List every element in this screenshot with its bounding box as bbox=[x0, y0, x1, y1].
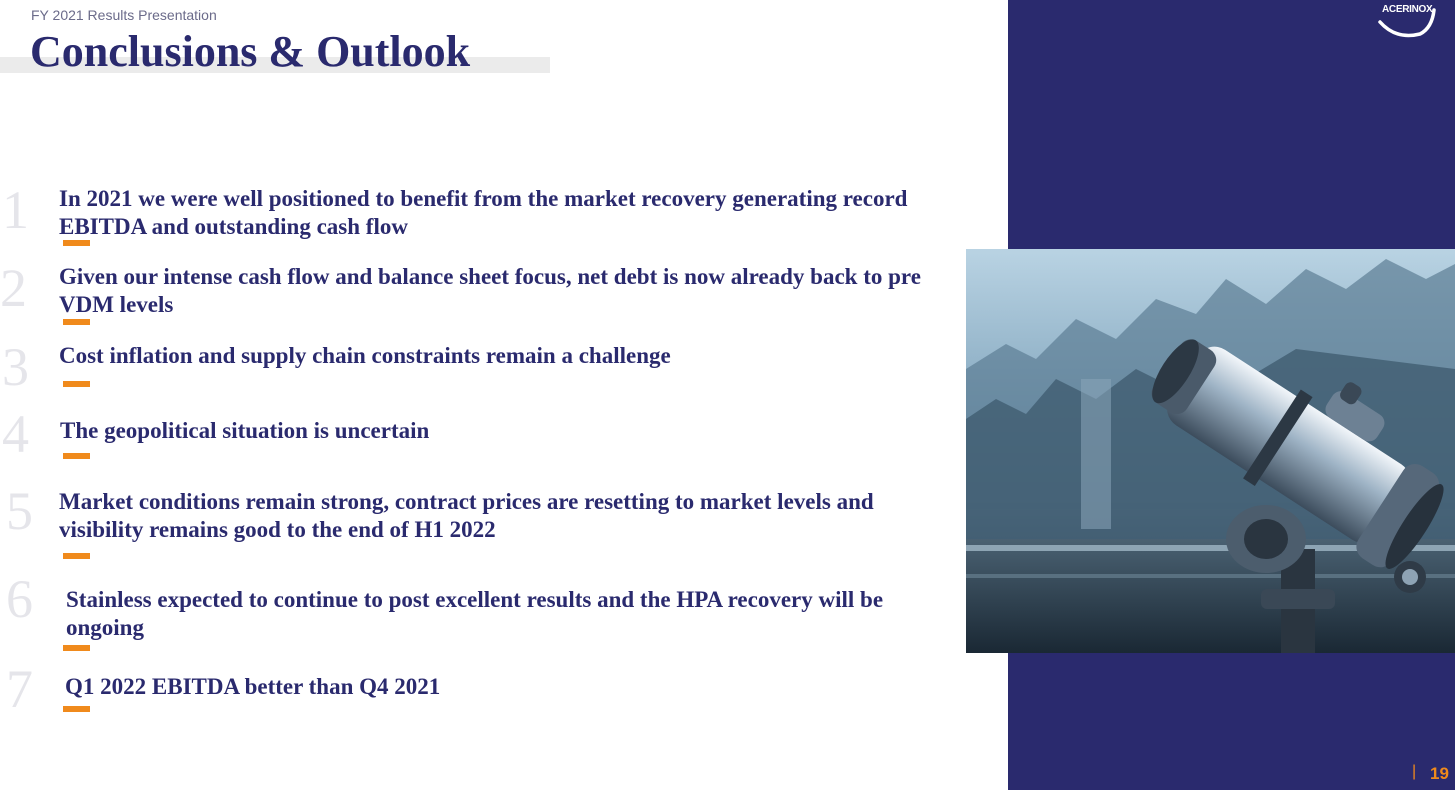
point-number: 6 bbox=[6, 569, 33, 629]
point-number: 3 bbox=[2, 337, 29, 397]
point-text: In 2021 we were well positioned to benefit from the market recovery generating record EBITDA and outstanding cash flow bbox=[59, 186, 908, 239]
point-text: Cost inflation and supply chain constraints remain a challenge bbox=[59, 343, 671, 368]
point-number: 4 bbox=[2, 404, 29, 464]
point-text: Given our intense cash flow and balance sheet focus, net debt is now already back to pre VDM levels bbox=[59, 264, 921, 317]
point-accent-dash bbox=[63, 706, 90, 712]
point-accent-dash bbox=[63, 553, 90, 559]
point-text: Market conditions remain strong, contract prices are resetting to market levels and visibility remains good to the end of H1 2022 bbox=[59, 489, 874, 542]
point-number: 7 bbox=[6, 659, 33, 719]
telescope-icon bbox=[966, 249, 1455, 653]
presentation-subtitle: FY 2021 Results Presentation bbox=[31, 7, 217, 23]
point-text: Stainless expected to continue to post excellent results and the HPA recovery will be ongoing bbox=[66, 587, 884, 640]
point-text: Q1 2022 EBITDA better than Q4 2021 bbox=[65, 674, 441, 699]
point-accent-dash bbox=[63, 453, 90, 459]
page-number: 19 bbox=[1430, 764, 1449, 783]
telescope-photo bbox=[966, 249, 1455, 653]
point-accent-dash bbox=[63, 645, 90, 651]
page-title: Conclusions & Outlook bbox=[30, 27, 471, 76]
acerinox-logo bbox=[1376, 0, 1436, 38]
point-number: 2 bbox=[0, 258, 27, 318]
point-accent-dash bbox=[63, 319, 90, 325]
page-number-separator: | bbox=[1412, 763, 1417, 780]
point-accent-dash bbox=[63, 240, 90, 246]
logo-text: ACERINOX bbox=[1382, 4, 1433, 15]
point-text: The geopolitical situation is uncertain bbox=[60, 418, 430, 443]
point-number: 5 bbox=[6, 481, 33, 541]
point-number: 1 bbox=[2, 180, 29, 240]
point-accent-dash bbox=[63, 381, 90, 387]
